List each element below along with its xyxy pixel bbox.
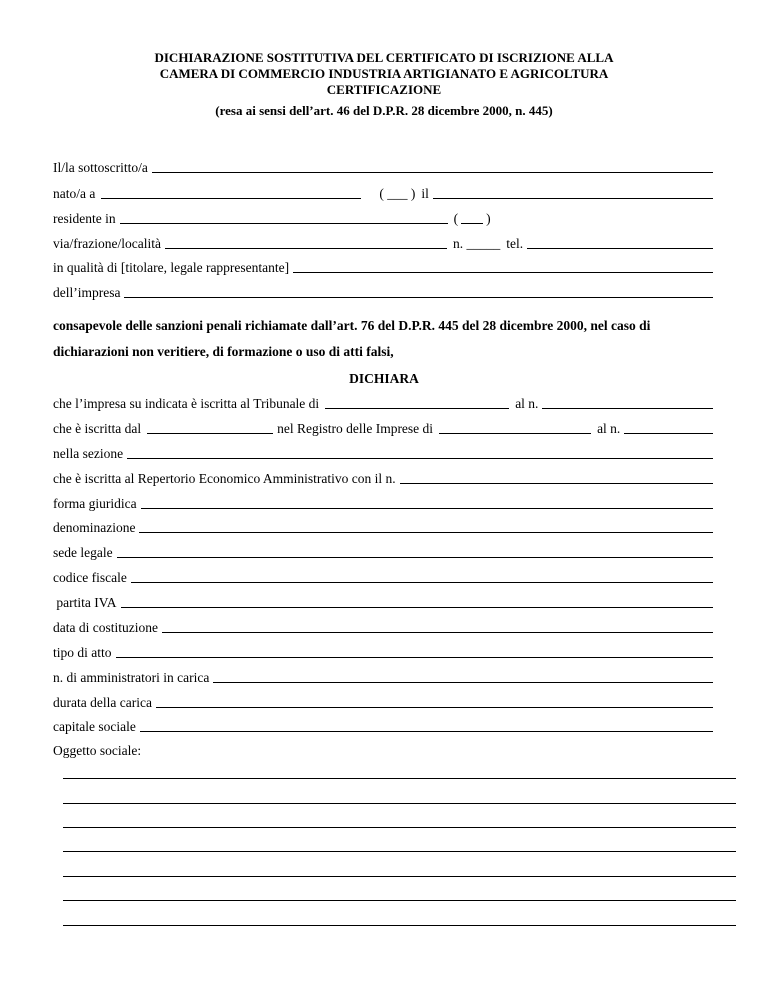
iscritta-dal-field[interactable] [147,433,273,434]
residente-label: residente in [53,211,116,226]
sottoscritto-field[interactable] [152,172,713,173]
tribunale-numero-field[interactable] [542,408,713,409]
registro-label: nel Registro delle Imprese di [277,421,434,436]
oggetto-line[interactable] [63,778,736,779]
tipo-atto-row [53,643,713,661]
durata-label: durata della carica [53,695,152,710]
il-label: il [421,186,429,201]
sezione-row [53,444,713,462]
data-nascita-field[interactable] [433,198,713,199]
tribunale-field[interactable] [325,408,509,409]
costituzione-row [53,618,713,636]
denominazione-field[interactable] [139,532,713,533]
telefono-field[interactable] [527,248,713,249]
registro-numero-field[interactable] [624,433,713,434]
via-field[interactable] [165,248,447,249]
res-prov-open: ( [453,211,459,226]
impresa-label: dell’impresa [53,285,121,300]
durata-field[interactable] [156,707,713,708]
forma-field[interactable] [141,508,713,509]
qualita-field[interactable] [293,272,713,273]
capitale-row [53,717,713,735]
cf-field[interactable] [131,582,713,583]
oggetto-line[interactable] [63,803,736,804]
sede-field[interactable] [117,557,713,558]
document-title-line2: CAMERA DI COMMERCIO INDUSTRIA ARTIGIANATO E AGRICOLTURA [159,66,609,81]
oggetto-line[interactable] [63,827,736,828]
denominazione-label: denominazione [53,520,136,535]
tipo-atto-label: tipo di atto [53,645,112,660]
denominazione-row [53,518,713,536]
rea-label: che è iscritta al Repertorio Economico Amministrativo con il n. [53,471,396,486]
tribunale-label: che l’impresa su indicata è iscritta al Tribunale di [53,396,320,411]
data-costituzione-field[interactable] [162,632,713,633]
dichiara-heading: DICHIARA [349,371,419,386]
oggetto-line[interactable] [63,925,736,926]
forma-row [53,494,713,512]
al-n-label: al n. [515,396,539,411]
sezione-field[interactable] [127,458,713,459]
amministratori-field[interactable] [213,682,713,683]
sezione-label: nella sezione [53,446,124,461]
qualita-row [53,258,713,276]
sottoscritto-label: Il/la sottoscritto/a [53,160,148,175]
rea-row [53,469,713,487]
via-row [53,234,713,252]
capitale-field[interactable] [140,731,713,732]
document-title-line1: DICHIARAZIONE SOSTITUTIVA DEL CERTIFICATO DI ISCRIZIONE ALLA [154,50,614,65]
document-subtitle: (resa ai sensi dell’art. 46 del D.P.R. 28 dicembre 2000, n. 445) [215,103,553,118]
amministratori-row [53,668,713,686]
oggetto-line[interactable] [63,851,736,852]
oggetto-line[interactable] [63,876,736,877]
piva-field[interactable] [121,607,714,608]
oggetto-row [53,741,713,759]
tel-label: tel. [506,236,524,251]
consapevole-paragraph: consapevole delle sanzioni penali richiamate dall’art. 76 del D.P.R. 445 del 28 dicembre 2000, nel caso di dichiarazioni non veritiere, di formazione o uso di atti falsi, [53,318,651,359]
piva-row [53,593,713,611]
al-n2-label: al n. [597,421,621,436]
durata-row [53,693,713,711]
document-title-line3: CERTIFICAZIONE [326,82,442,97]
nato-row [53,184,713,202]
luogo-nascita-field[interactable] [101,198,361,199]
sottoscritto-row [53,158,713,176]
res-prov-close: ) [486,211,491,226]
capitale-label: capitale sociale [53,719,136,734]
provincia-nascita-field[interactable]: ( ___ ) [379,186,416,201]
cf-label: codice fiscale [53,570,127,585]
impresa-row [53,283,713,301]
sede-label: sede legale [53,545,113,560]
tribunale-row [53,394,713,412]
residente-row [53,209,713,227]
forma-label: forma giuridica [53,496,137,511]
amministratori-label: n. di amministratori in carica [53,670,210,685]
qualita-label: in qualità di [titolare, legale rappresentante] [53,260,290,275]
cf-row [53,568,713,586]
oggetto-label: Oggetto sociale: [53,743,142,758]
iscrizione-row [53,419,713,437]
tipo-atto-field[interactable] [116,657,714,658]
residenza-provincia-field[interactable] [461,223,483,224]
oggetto-line[interactable] [63,900,736,901]
data-costituzione-label: data di costituzione [53,620,158,635]
iscritta-dal-label: che è iscritta dal [53,421,142,436]
impresa-field[interactable] [124,297,713,298]
piva-label: partita IVA [53,595,117,610]
residenza-field[interactable] [120,223,448,224]
nato-label: nato/a a [53,186,96,201]
numero-civico-field[interactable]: n. _____ [452,236,501,251]
via-label: via/frazione/località [53,236,161,251]
sede-row [53,543,713,561]
registro-field[interactable] [439,433,591,434]
rea-field[interactable] [400,483,713,484]
